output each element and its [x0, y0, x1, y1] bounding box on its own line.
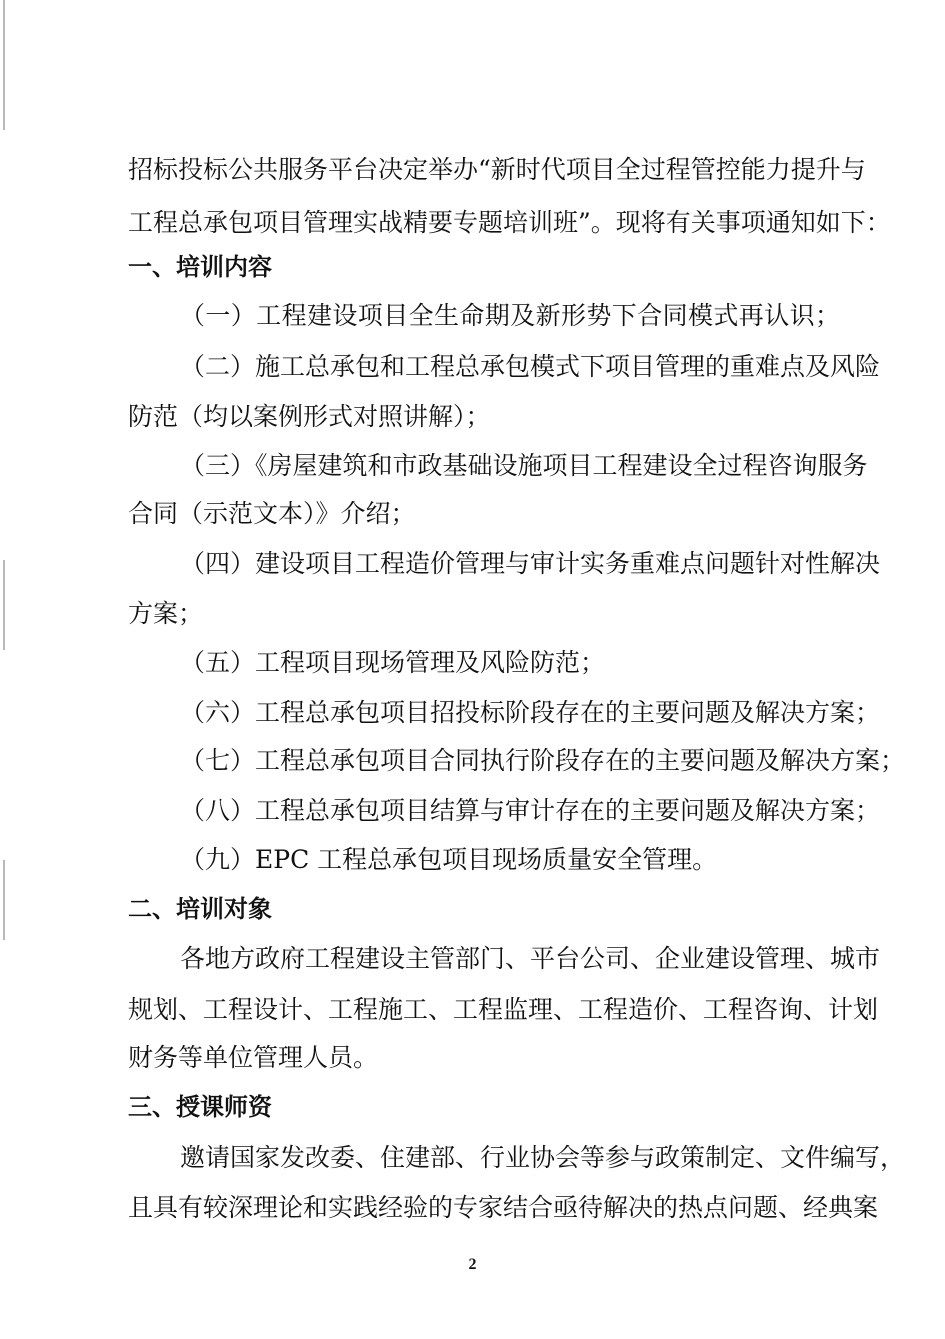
body-line: 招标投标公共服务平台决定举办“新时代项目全过程管控能力提升与 [128, 155, 866, 184]
scan-edge-mark [3, 860, 5, 940]
list-item: （七）工程总承包项目合同执行阶段存在的主要问题及解决方案； [180, 746, 906, 775]
body-line: 规划、工程设计、工程施工、工程监理、工程造价、工程咨询、计划 [128, 995, 879, 1024]
body-line: 财务等单位管理人员。 [128, 1043, 379, 1072]
list-item: （三）《房屋建筑和市政基础设施项目工程建设全过程咨询服务 [180, 451, 868, 480]
list-item: （一）工程建设项目全生命期及新形势下合同模式再认识； [180, 301, 840, 330]
body-line: 工程总承包项目管理实战精要专题培训班”。现将有关事项通知如下： [128, 208, 891, 237]
list-item: （二）施工总承包和工程总承包模式下项目管理的重难点及风险 [180, 352, 881, 381]
scan-edge-mark [3, 560, 5, 650]
list-item: （九）EPC 工程总承包项目现场质量安全管理。 [180, 845, 718, 874]
body-line: 各地方政府工程建设主管部门、平台公司、企业建设管理、城市 [180, 944, 881, 973]
body-line: 且具有较深理论和实践经验的专家结合亟待解决的热点问题、经典案 [128, 1193, 879, 1222]
list-item: （五）工程项目现场管理及风险防范； [180, 648, 606, 677]
list-item: （八）工程总承包项目结算与审计存在的主要问题及解决方案； [180, 796, 881, 825]
section-heading-training-content: 一、培训内容 [128, 253, 272, 281]
list-item-continuation: 防范（均以案例形式对照讲解）； [128, 402, 491, 431]
list-item: （四）建设项目工程造价管理与审计实务重难点问题针对性解决 [180, 549, 881, 578]
list-item: （六）工程总承包项目招投标阶段存在的主要问题及解决方案； [180, 698, 881, 727]
section-heading-instructors: 三、授课师资 [128, 1093, 272, 1121]
list-item-continuation: 合同（示范文本）》介绍； [128, 499, 416, 528]
page-number: 2 [468, 1256, 477, 1273]
scan-edge-mark [3, 0, 5, 130]
body-line: 邀请国家发改委、住建部、行业协会等参与政策制定、文件编写， [180, 1143, 906, 1172]
section-heading-training-target: 二、培训对象 [128, 895, 272, 923]
list-item-continuation: 方案； [128, 599, 204, 628]
